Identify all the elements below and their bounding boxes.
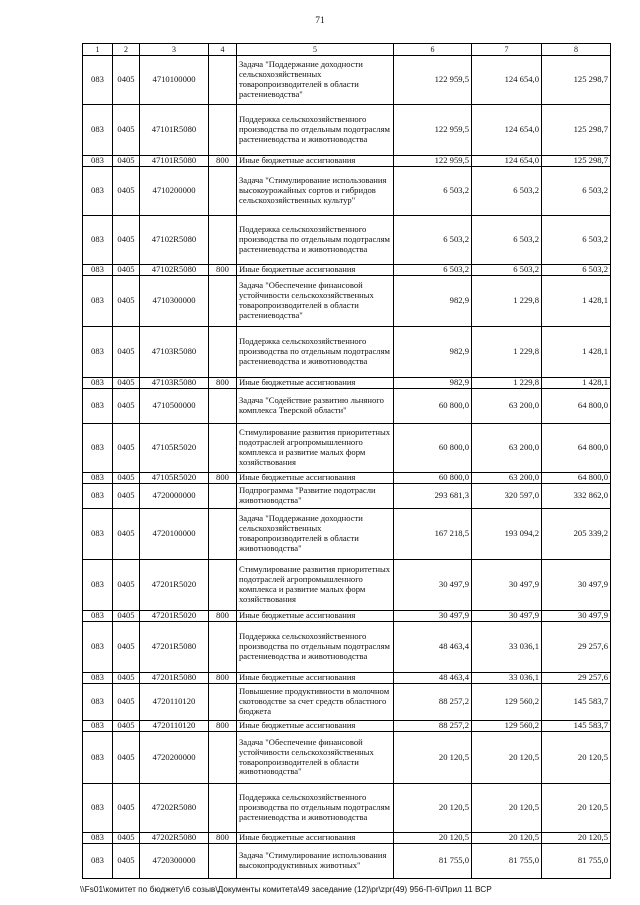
expense-type-cell	[209, 684, 237, 721]
admin-code-cell: 083	[83, 56, 113, 105]
section-code-cell: 0405	[113, 378, 140, 389]
section-code-cell: 0405	[113, 833, 140, 844]
target-article-cell: 47201R5020	[140, 560, 209, 611]
admin-code-cell: 083	[83, 509, 113, 560]
amount-year3-cell: 64 800,0	[542, 389, 611, 424]
amount-year3-cell: 6 503,2	[542, 265, 611, 276]
expense-type-cell: 800	[209, 473, 237, 484]
target-article-cell: 47201R5080	[140, 622, 209, 673]
expense-type-cell	[209, 560, 237, 611]
expense-type-cell	[209, 622, 237, 673]
admin-code-cell: 083	[83, 784, 113, 833]
section-code-cell: 0405	[113, 611, 140, 622]
table-row	[83, 265, 611, 276]
amount-year3-cell: 81 755,0	[542, 844, 611, 879]
description-cell: Повышение продуктивности в молочном скотоводстве за счет средств областного бюджета	[237, 684, 394, 721]
table-row	[83, 622, 611, 673]
table-row	[83, 327, 611, 378]
amount-year1-cell: 122 959,5	[394, 105, 472, 156]
header-cell: 6	[394, 44, 472, 56]
section-code-cell: 0405	[113, 732, 140, 784]
section-code-cell: 0405	[113, 167, 140, 216]
description-cell: Задача "Стимулирование использования высокопродуктивных животных"	[237, 844, 394, 879]
amount-year3-cell: 125 298,7	[542, 156, 611, 167]
amount-year2-cell: 30 497,9	[472, 560, 542, 611]
table-row	[83, 684, 611, 721]
description-cell: Поддержка сельскохозяйственного производства по отдельным подотраслям растениеводства и животноводства	[237, 216, 394, 265]
amount-year1-cell: 20 120,5	[394, 833, 472, 844]
amount-year2-cell: 20 120,5	[472, 833, 542, 844]
target-article-cell: 47201R5020	[140, 611, 209, 622]
description-cell: Иные бюджетные ассигнования	[237, 721, 394, 732]
amount-year2-cell: 30 497,9	[472, 611, 542, 622]
amount-year1-cell: 60 800,0	[394, 473, 472, 484]
amount-year1-cell: 60 800,0	[394, 424, 472, 473]
table-body	[83, 44, 611, 879]
description-cell: Иные бюджетные ассигнования	[237, 473, 394, 484]
table-row	[83, 844, 611, 879]
table-row	[83, 833, 611, 844]
target-article-cell: 47105R5020	[140, 473, 209, 484]
section-code-cell: 0405	[113, 56, 140, 105]
amount-year1-cell: 30 497,9	[394, 560, 472, 611]
section-code-cell: 0405	[113, 622, 140, 673]
amount-year3-cell: 1 428,1	[542, 276, 611, 327]
section-code-cell: 0405	[113, 389, 140, 424]
amount-year1-cell: 167 218,5	[394, 509, 472, 560]
target-article-cell: 47105R5020	[140, 424, 209, 473]
header-cell: 4	[209, 44, 237, 56]
amount-year2-cell: 320 597,0	[472, 484, 542, 509]
amount-year3-cell: 6 503,2	[542, 167, 611, 216]
description-cell: Задача "Обеспечение финансовой устойчивости сельскохозяйственных товаропроизводителей в области животноводства"	[237, 732, 394, 784]
amount-year3-cell: 64 800,0	[542, 424, 611, 473]
admin-code-cell: 083	[83, 833, 113, 844]
amount-year2-cell: 20 120,5	[472, 784, 542, 833]
expense-type-cell	[209, 389, 237, 424]
table-row	[83, 105, 611, 156]
expense-type-cell: 800	[209, 265, 237, 276]
amount-year1-cell: 293 681,3	[394, 484, 472, 509]
expense-type-cell	[209, 844, 237, 879]
amount-year2-cell: 124 654,0	[472, 156, 542, 167]
amount-year2-cell: 33 036,1	[472, 622, 542, 673]
section-code-cell: 0405	[113, 844, 140, 879]
description-cell: Задача "Стимулирование использования высокоурожайных сортов и гибридов сельскохозяйственных культур"	[237, 167, 394, 216]
description-cell: Поддержка сельскохозяйственного производства по отдельным подотраслям растениеводства и животноводства	[237, 105, 394, 156]
admin-code-cell: 083	[83, 105, 113, 156]
table-row	[83, 378, 611, 389]
admin-code-cell: 083	[83, 216, 113, 265]
section-code-cell: 0405	[113, 509, 140, 560]
amount-year2-cell: 33 036,1	[472, 673, 542, 684]
amount-year3-cell: 205 339,2	[542, 509, 611, 560]
header-cell: 8	[542, 44, 611, 56]
amount-year3-cell: 125 298,7	[542, 105, 611, 156]
amount-year1-cell: 982,9	[394, 276, 472, 327]
amount-year1-cell: 81 755,0	[394, 844, 472, 879]
description-cell: Иные бюджетные ассигнования	[237, 611, 394, 622]
description-cell: Иные бюджетные ассигнования	[237, 156, 394, 167]
amount-year3-cell: 332 862,0	[542, 484, 611, 509]
table-row	[83, 216, 611, 265]
amount-year1-cell: 88 257,2	[394, 684, 472, 721]
section-code-cell: 0405	[113, 276, 140, 327]
admin-code-cell: 083	[83, 732, 113, 784]
amount-year3-cell: 1 428,1	[542, 327, 611, 378]
admin-code-cell: 083	[83, 560, 113, 611]
amount-year1-cell: 30 497,9	[394, 611, 472, 622]
admin-code-cell: 083	[83, 424, 113, 473]
section-code-cell: 0405	[113, 327, 140, 378]
admin-code-cell: 083	[83, 484, 113, 509]
admin-code-cell: 083	[83, 473, 113, 484]
target-article-cell: 47103R5080	[140, 327, 209, 378]
expense-type-cell	[209, 105, 237, 156]
amount-year2-cell: 63 200,0	[472, 473, 542, 484]
header-cell: 7	[472, 44, 542, 56]
amount-year1-cell: 982,9	[394, 378, 472, 389]
description-cell: Иные бюджетные ассигнования	[237, 265, 394, 276]
section-code-cell: 0405	[113, 105, 140, 156]
section-code-cell: 0405	[113, 673, 140, 684]
amount-year1-cell: 20 120,5	[394, 732, 472, 784]
description-cell: Задача "Поддержание доходности сельскохозяйственных товаропроизводителей в области растениеводства"	[237, 56, 394, 105]
amount-year3-cell: 29 257,6	[542, 622, 611, 673]
amount-year1-cell: 20 120,5	[394, 784, 472, 833]
amount-year1-cell: 122 959,5	[394, 156, 472, 167]
amount-year1-cell: 122 959,5	[394, 56, 472, 105]
section-code-cell: 0405	[113, 424, 140, 473]
target-article-cell: 4710300000	[140, 276, 209, 327]
expense-type-cell: 800	[209, 378, 237, 389]
amount-year3-cell: 64 800,0	[542, 473, 611, 484]
description-cell: Поддержка сельскохозяйственного производства по отдельным подотраслям растениеводства и животноводства	[237, 622, 394, 673]
header-cell: 3	[140, 44, 209, 56]
admin-code-cell: 083	[83, 721, 113, 732]
description-cell: Иные бюджетные ассигнования	[237, 378, 394, 389]
amount-year2-cell: 81 755,0	[472, 844, 542, 879]
expense-type-cell	[209, 216, 237, 265]
amount-year2-cell: 20 120,5	[472, 732, 542, 784]
description-cell: Иные бюджетные ассигнования	[237, 833, 394, 844]
admin-code-cell: 083	[83, 327, 113, 378]
description-cell: Поддержка сельскохозяйственного производства по отдельным подотраслям растениеводства и животноводства	[237, 327, 394, 378]
table-row	[83, 611, 611, 622]
expense-type-cell	[209, 167, 237, 216]
header-cell: 2	[113, 44, 140, 56]
amount-year3-cell: 30 497,9	[542, 611, 611, 622]
amount-year2-cell: 193 094,2	[472, 509, 542, 560]
admin-code-cell: 083	[83, 276, 113, 327]
amount-year3-cell: 145 583,7	[542, 721, 611, 732]
target-article-cell: 47101R5080	[140, 156, 209, 167]
target-article-cell: 4720000000	[140, 484, 209, 509]
section-code-cell: 0405	[113, 156, 140, 167]
admin-code-cell: 083	[83, 622, 113, 673]
page-number: 71	[315, 16, 325, 26]
amount-year2-cell: 1 229,8	[472, 378, 542, 389]
amount-year3-cell: 6 503,2	[542, 216, 611, 265]
section-code-cell: 0405	[113, 216, 140, 265]
amount-year1-cell: 6 503,2	[394, 265, 472, 276]
admin-code-cell: 083	[83, 167, 113, 216]
description-cell: Стимулирование развития приоритетных подотраслей агропромышленного комплекса и развитие малых форм хозяйствования	[237, 560, 394, 611]
table-header-row	[83, 44, 611, 56]
expense-type-cell	[209, 424, 237, 473]
amount-year3-cell: 145 583,7	[542, 684, 611, 721]
section-code-cell: 0405	[113, 784, 140, 833]
target-article-cell: 47202R5080	[140, 833, 209, 844]
admin-code-cell: 083	[83, 156, 113, 167]
target-article-cell: 4710500000	[140, 389, 209, 424]
amount-year2-cell: 129 560,2	[472, 684, 542, 721]
section-code-cell: 0405	[113, 473, 140, 484]
amount-year2-cell: 129 560,2	[472, 721, 542, 732]
table-row	[83, 732, 611, 784]
expense-type-cell: 800	[209, 673, 237, 684]
target-article-cell: 4720110120	[140, 684, 209, 721]
expense-type-cell	[209, 732, 237, 784]
amount-year1-cell: 88 257,2	[394, 721, 472, 732]
expense-type-cell: 800	[209, 611, 237, 622]
expense-type-cell	[209, 509, 237, 560]
description-cell: Иные бюджетные ассигнования	[237, 673, 394, 684]
target-article-cell: 4720200000	[140, 732, 209, 784]
amount-year2-cell: 1 229,8	[472, 276, 542, 327]
expense-type-cell: 800	[209, 156, 237, 167]
expense-type-cell: 800	[209, 721, 237, 732]
table-row	[83, 167, 611, 216]
amount-year2-cell: 6 503,2	[472, 265, 542, 276]
target-article-cell: 4720110120	[140, 721, 209, 732]
admin-code-cell: 083	[83, 265, 113, 276]
expense-type-cell	[209, 327, 237, 378]
description-cell: Подпрограмма "Развитие подотрасли животноводства"	[237, 484, 394, 509]
amount-year2-cell: 63 200,0	[472, 389, 542, 424]
description-cell: Задача "Обеспечение финансовой устойчивости сельскохозяйственных товаропроизводителей в области растениеводства"	[237, 276, 394, 327]
amount-year1-cell: 48 463,4	[394, 622, 472, 673]
admin-code-cell: 083	[83, 844, 113, 879]
section-code-cell: 0405	[113, 721, 140, 732]
target-article-cell: 47202R5080	[140, 784, 209, 833]
description-cell: Задача "Содействие развитию льняного комплекса Тверской области"	[237, 389, 394, 424]
section-code-cell: 0405	[113, 560, 140, 611]
section-code-cell: 0405	[113, 265, 140, 276]
target-article-cell: 47103R5080	[140, 378, 209, 389]
table-row	[83, 673, 611, 684]
amount-year3-cell: 29 257,6	[542, 673, 611, 684]
file-path-footer: \\Fs01\комитет по бюджету\6 созыв\Документы комитета\49 заседание (12)\pr\zpr(49) 956-П-6\Прил 11 ВСР	[80, 884, 492, 894]
target-article-cell: 4720100000	[140, 509, 209, 560]
expense-type-cell	[209, 276, 237, 327]
header-cell: 5	[237, 44, 394, 56]
amount-year2-cell: 1 229,8	[472, 327, 542, 378]
amount-year3-cell: 125 298,7	[542, 56, 611, 105]
table-row	[83, 721, 611, 732]
amount-year1-cell: 60 800,0	[394, 389, 472, 424]
target-article-cell: 4720300000	[140, 844, 209, 879]
amount-year1-cell: 6 503,2	[394, 216, 472, 265]
amount-year2-cell: 63 200,0	[472, 424, 542, 473]
amount-year2-cell: 6 503,2	[472, 167, 542, 216]
amount-year1-cell: 48 463,4	[394, 673, 472, 684]
admin-code-cell: 083	[83, 378, 113, 389]
expense-type-cell	[209, 56, 237, 105]
table-row	[83, 473, 611, 484]
expense-type-cell: 800	[209, 833, 237, 844]
table-row	[83, 276, 611, 327]
amount-year3-cell: 1 428,1	[542, 378, 611, 389]
table-row	[83, 509, 611, 560]
target-article-cell: 47201R5080	[140, 673, 209, 684]
target-article-cell: 4710200000	[140, 167, 209, 216]
table-row	[83, 424, 611, 473]
amount-year2-cell: 124 654,0	[472, 105, 542, 156]
amount-year3-cell: 20 120,5	[542, 732, 611, 784]
amount-year1-cell: 982,9	[394, 327, 472, 378]
header-cell: 1	[83, 44, 113, 56]
table-row	[83, 389, 611, 424]
expense-type-cell	[209, 484, 237, 509]
amount-year2-cell: 6 503,2	[472, 216, 542, 265]
section-code-cell: 0405	[113, 684, 140, 721]
table-row	[83, 560, 611, 611]
target-article-cell: 47102R5080	[140, 265, 209, 276]
expense-type-cell	[209, 784, 237, 833]
budget-table	[82, 43, 611, 879]
admin-code-cell: 083	[83, 684, 113, 721]
table-row	[83, 484, 611, 509]
table-row	[83, 56, 611, 105]
amount-year3-cell: 20 120,5	[542, 784, 611, 833]
section-code-cell: 0405	[113, 484, 140, 509]
description-cell: Поддержка сельскохозяйственного производства по отдельным подотраслям растениеводства и животноводства	[237, 784, 394, 833]
admin-code-cell: 083	[83, 389, 113, 424]
description-cell: Стимулирование развития приоритетных подотраслей агропромышленного комплекса и развитие малых форм хозяйствования	[237, 424, 394, 473]
table-row	[83, 156, 611, 167]
target-article-cell: 4710100000	[140, 56, 209, 105]
admin-code-cell: 083	[83, 611, 113, 622]
description-cell: Задача "Поддержание доходности сельскохозяйственных товаропроизводителей в области животноводства"	[237, 509, 394, 560]
target-article-cell: 47101R5080	[140, 105, 209, 156]
amount-year3-cell: 30 497,9	[542, 560, 611, 611]
amount-year3-cell: 20 120,5	[542, 833, 611, 844]
amount-year2-cell: 124 654,0	[472, 56, 542, 105]
table-row	[83, 784, 611, 833]
admin-code-cell: 083	[83, 673, 113, 684]
amount-year1-cell: 6 503,2	[394, 167, 472, 216]
target-article-cell: 47102R5080	[140, 216, 209, 265]
